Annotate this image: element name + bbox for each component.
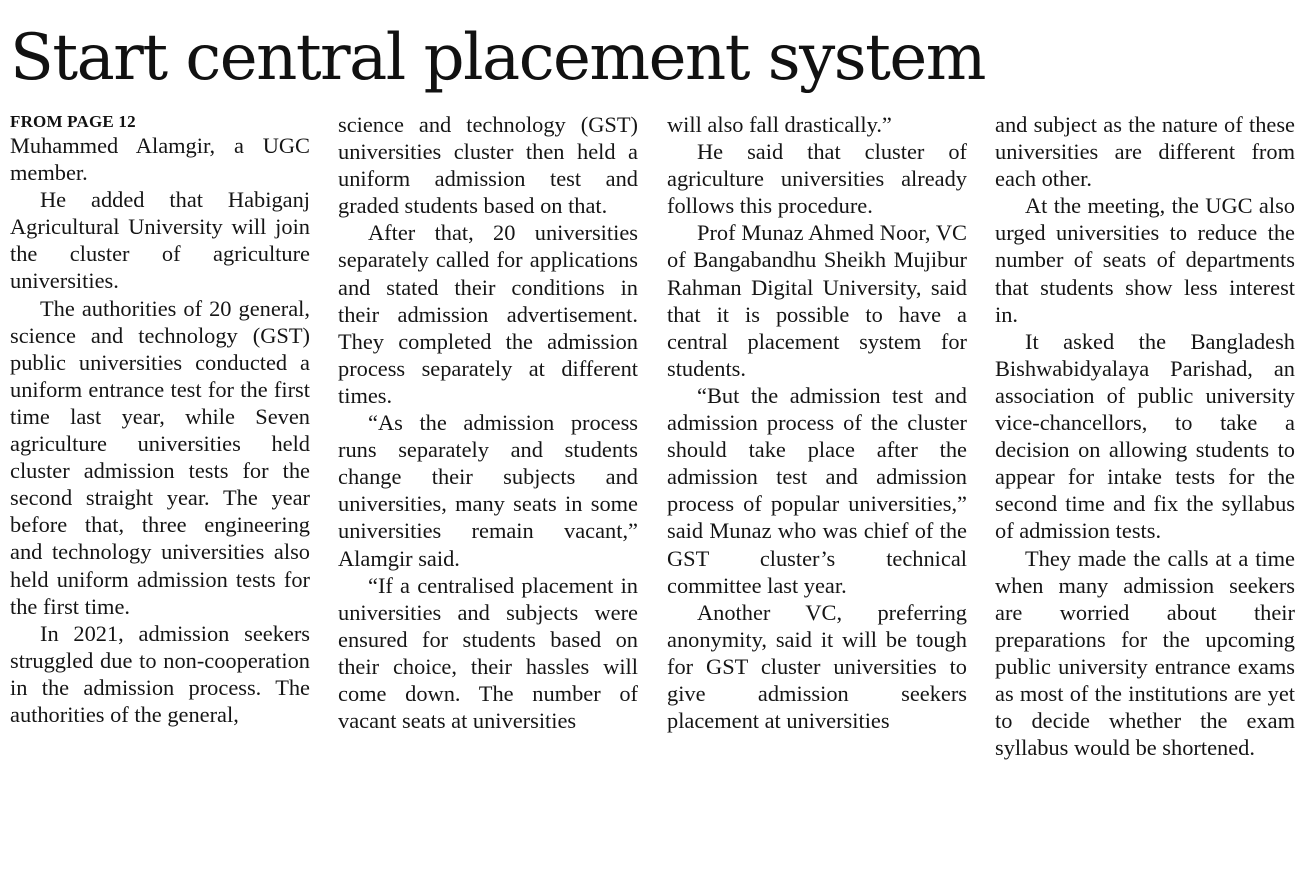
paragraph: After that, 20 universities separately called for applications and stated their conditions in their admission advertisement. They completed the admission process separately at different times. xyxy=(338,220,638,408)
kicker-from-page: FROM PAGE 12 xyxy=(10,112,136,131)
column-4 xyxy=(995,111,1295,881)
paragraph: Prof Munaz Ahmed Noor, VC of Bangabandhu Sheikh Mujibur Rahman Digital University, said that it is possible to have a central placement system for students. xyxy=(667,220,967,381)
paragraph: They made the calls at a time when many admission seekers are worried about their preparations for the upcoming public university entrance exams as most of the institutions are yet to decide whether the exam syllabus would be shortened. xyxy=(995,545,1295,761)
paragraph: In 2021, admission seekers struggled due to non-cooperation in the admission process. The authorities of the general, xyxy=(10,620,310,727)
paragraph: He said that cluster of agriculture universities already follows this procedure. xyxy=(667,139,967,219)
column-3 xyxy=(667,111,967,881)
paragraph: The authorities of 20 general, science and technology (GST) public universities conducted a uniform entrance test for the first time last year, while Seven agriculture universities held cluster admission tests for the second straight year. The year before that, three engineering and technology universities also held uniform admission tests for the first time. xyxy=(10,295,310,619)
paragraph: He added that Habiganj Agricultural University will join the cluster of agriculture universities. xyxy=(10,187,310,294)
paragraph: “But the admission test and admission process of the cluster should take place after the admission test and admission process of popular universities,” said Munaz who was chief of the GST cluster’s technical committee last year. xyxy=(667,382,967,598)
column-1 xyxy=(10,111,310,881)
paragraph: “If a centralised placement in universities and subjects were ensured for students based on their choice, their hassles will come down. The number of vacant seats at universities xyxy=(338,572,638,734)
paragraph: science and technology (GST) universities cluster then held a uniform admission test and graded students based on that. xyxy=(338,112,638,219)
article-body xyxy=(10,111,1298,881)
headline: Start central placement system xyxy=(10,21,985,95)
paragraph: Another VC, preferring anonymity, said it will be tough for GST cluster universities to give admission seekers placement at universities xyxy=(667,599,967,734)
paragraph: and subject as the nature of these universities are different from each other. xyxy=(995,112,1295,192)
column-2 xyxy=(338,111,638,881)
paragraph: Muhammed Alamgir, a UGC member. xyxy=(10,133,310,186)
paragraph: will also fall drastically.” xyxy=(667,112,892,137)
paragraph: At the meeting, the UGC also urged universities to reduce the number of seats of departments that students show less interest in. xyxy=(995,193,1295,327)
paragraph: “As the admission process runs separately and students change their subjects and universities, many seats in some universities remain vacant,” Alamgir said. xyxy=(338,410,638,571)
paragraph: It asked the Bangladesh Bishwabidyalaya Parishad, an association of public university vice-chancellors, to take a decision on allowing students to appear for intake tests for the second time and fix the syllabus of admission tests. xyxy=(995,328,1295,544)
